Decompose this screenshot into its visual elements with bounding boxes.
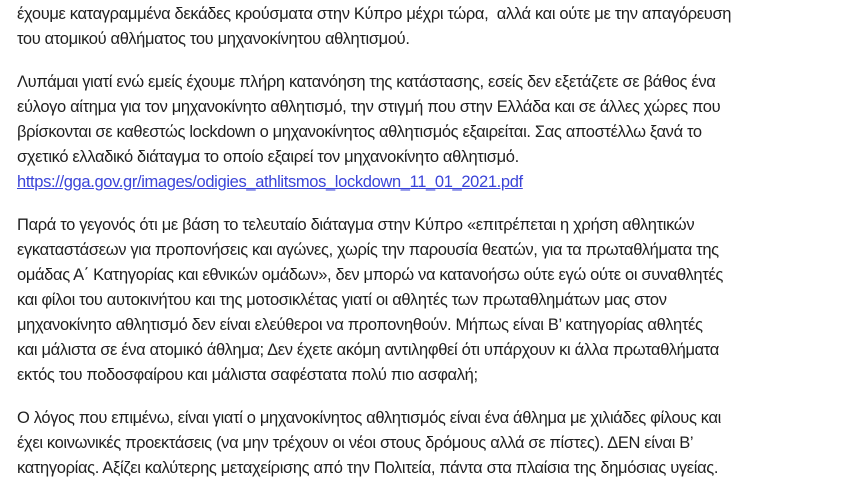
text-line: μηχανοκίνητο αθλητισμό δεν είναι ελεύθεροι να προπονηθούν. Μήπως είναι Β’ κατηγορίας αθλητές xyxy=(17,316,703,334)
text-line: έχουμε καταγραμμένα δεκάδες κρούσματα στην Κύπρο μέχρι τώρα, αλλά και ούτε με την απαγόρευση xyxy=(17,5,732,23)
text-line: Παρά το γεγονός ότι με βάση το τελευταίο διάταγμα στην Κύπρο «επιτρέπεται η χρήση αθλητικών xyxy=(17,216,695,234)
text-line: σχετικό ελλαδικό διάταγμα το οποίο εξαιρεί τον μηχανοκίνητο αθλητισμό. xyxy=(17,148,519,166)
text-line: και φίλοι του αυτοκινήτου και της μοτοσικλέτας γιατί οι αθλητές των πρωταθλημάτων μας στον xyxy=(17,291,667,309)
link-line xyxy=(17,170,839,195)
text-line: και μάλιστα σε ένα ατομικό άθλημα; Δεν έχετε ακόμη αντιληφθεί ότι υπάρχουν κι άλλα πρωταθλήματα xyxy=(17,341,719,359)
text-line: έχει κοινωνικές προεκτάσεις (να μην τρέχουν οι νέοι στους δρόμους αλλά σε πίστες). ΔΕΝ είναι Β’ xyxy=(17,434,694,452)
paragraph-4 xyxy=(17,406,839,481)
paragraph-1 xyxy=(17,2,839,52)
text-line: Λυπάμαι γιατί ενώ εμείς έχουμε πλήρη κατανόηση της κατάστασης, εσείς δεν εξετάζετε σε βάθος ένα xyxy=(17,73,716,91)
paragraph-2 xyxy=(17,70,839,195)
pdf-hyperlink[interactable]: https://gga.gov.gr/images/odigies_athlitsmos_lockdown_11_01_2021.pdf xyxy=(17,173,523,191)
text-line: βρίσκονται σε καθεστώς lockdown ο μηχανοκίνητος αθλητισμός εξαιρείται. Σας αποστέλλω ξανά το xyxy=(17,123,702,141)
text-line: Ο λόγος που επιμένω, είναι γιατί ο μηχανοκίνητος αθλητισμός είναι ένα άθλημα με χιλιάδες φίλους και xyxy=(17,409,721,427)
text-line: του ατομικού αθλήματος του μηχανοκίνητου αθλητισμού. xyxy=(17,30,410,48)
text-line: εκτός του ποδοσφαίρου και μάλιστα σαφέστατα πολύ πιο ασφαλή; xyxy=(17,366,478,384)
text-line: ομάδας Α΄ Κατηγορίας και εθνικών ομάδων», δεν μπορώ να κατανοήσω ούτε εγώ ούτε οι συναθλητές xyxy=(17,266,724,284)
paragraph-3 xyxy=(17,213,839,388)
text-line: εύλογο αίτημα για τον μηχανοκίνητο αθλητισμό, την στιγμή που στην Ελλάδα και σε άλλες χώρες που xyxy=(17,98,721,116)
text-line: κατηγορίας. Αξίζει καλύτερης μεταχείρισης από την Πολιτεία, πάντα στα πλαίσια της δημόσιας υγείας. xyxy=(17,459,719,477)
text-line: εγκαταστάσεων για προπονήσεις και αγώνες, χωρίς την παρουσία θεατών, για τα πρωταθλήματα της xyxy=(17,241,719,259)
